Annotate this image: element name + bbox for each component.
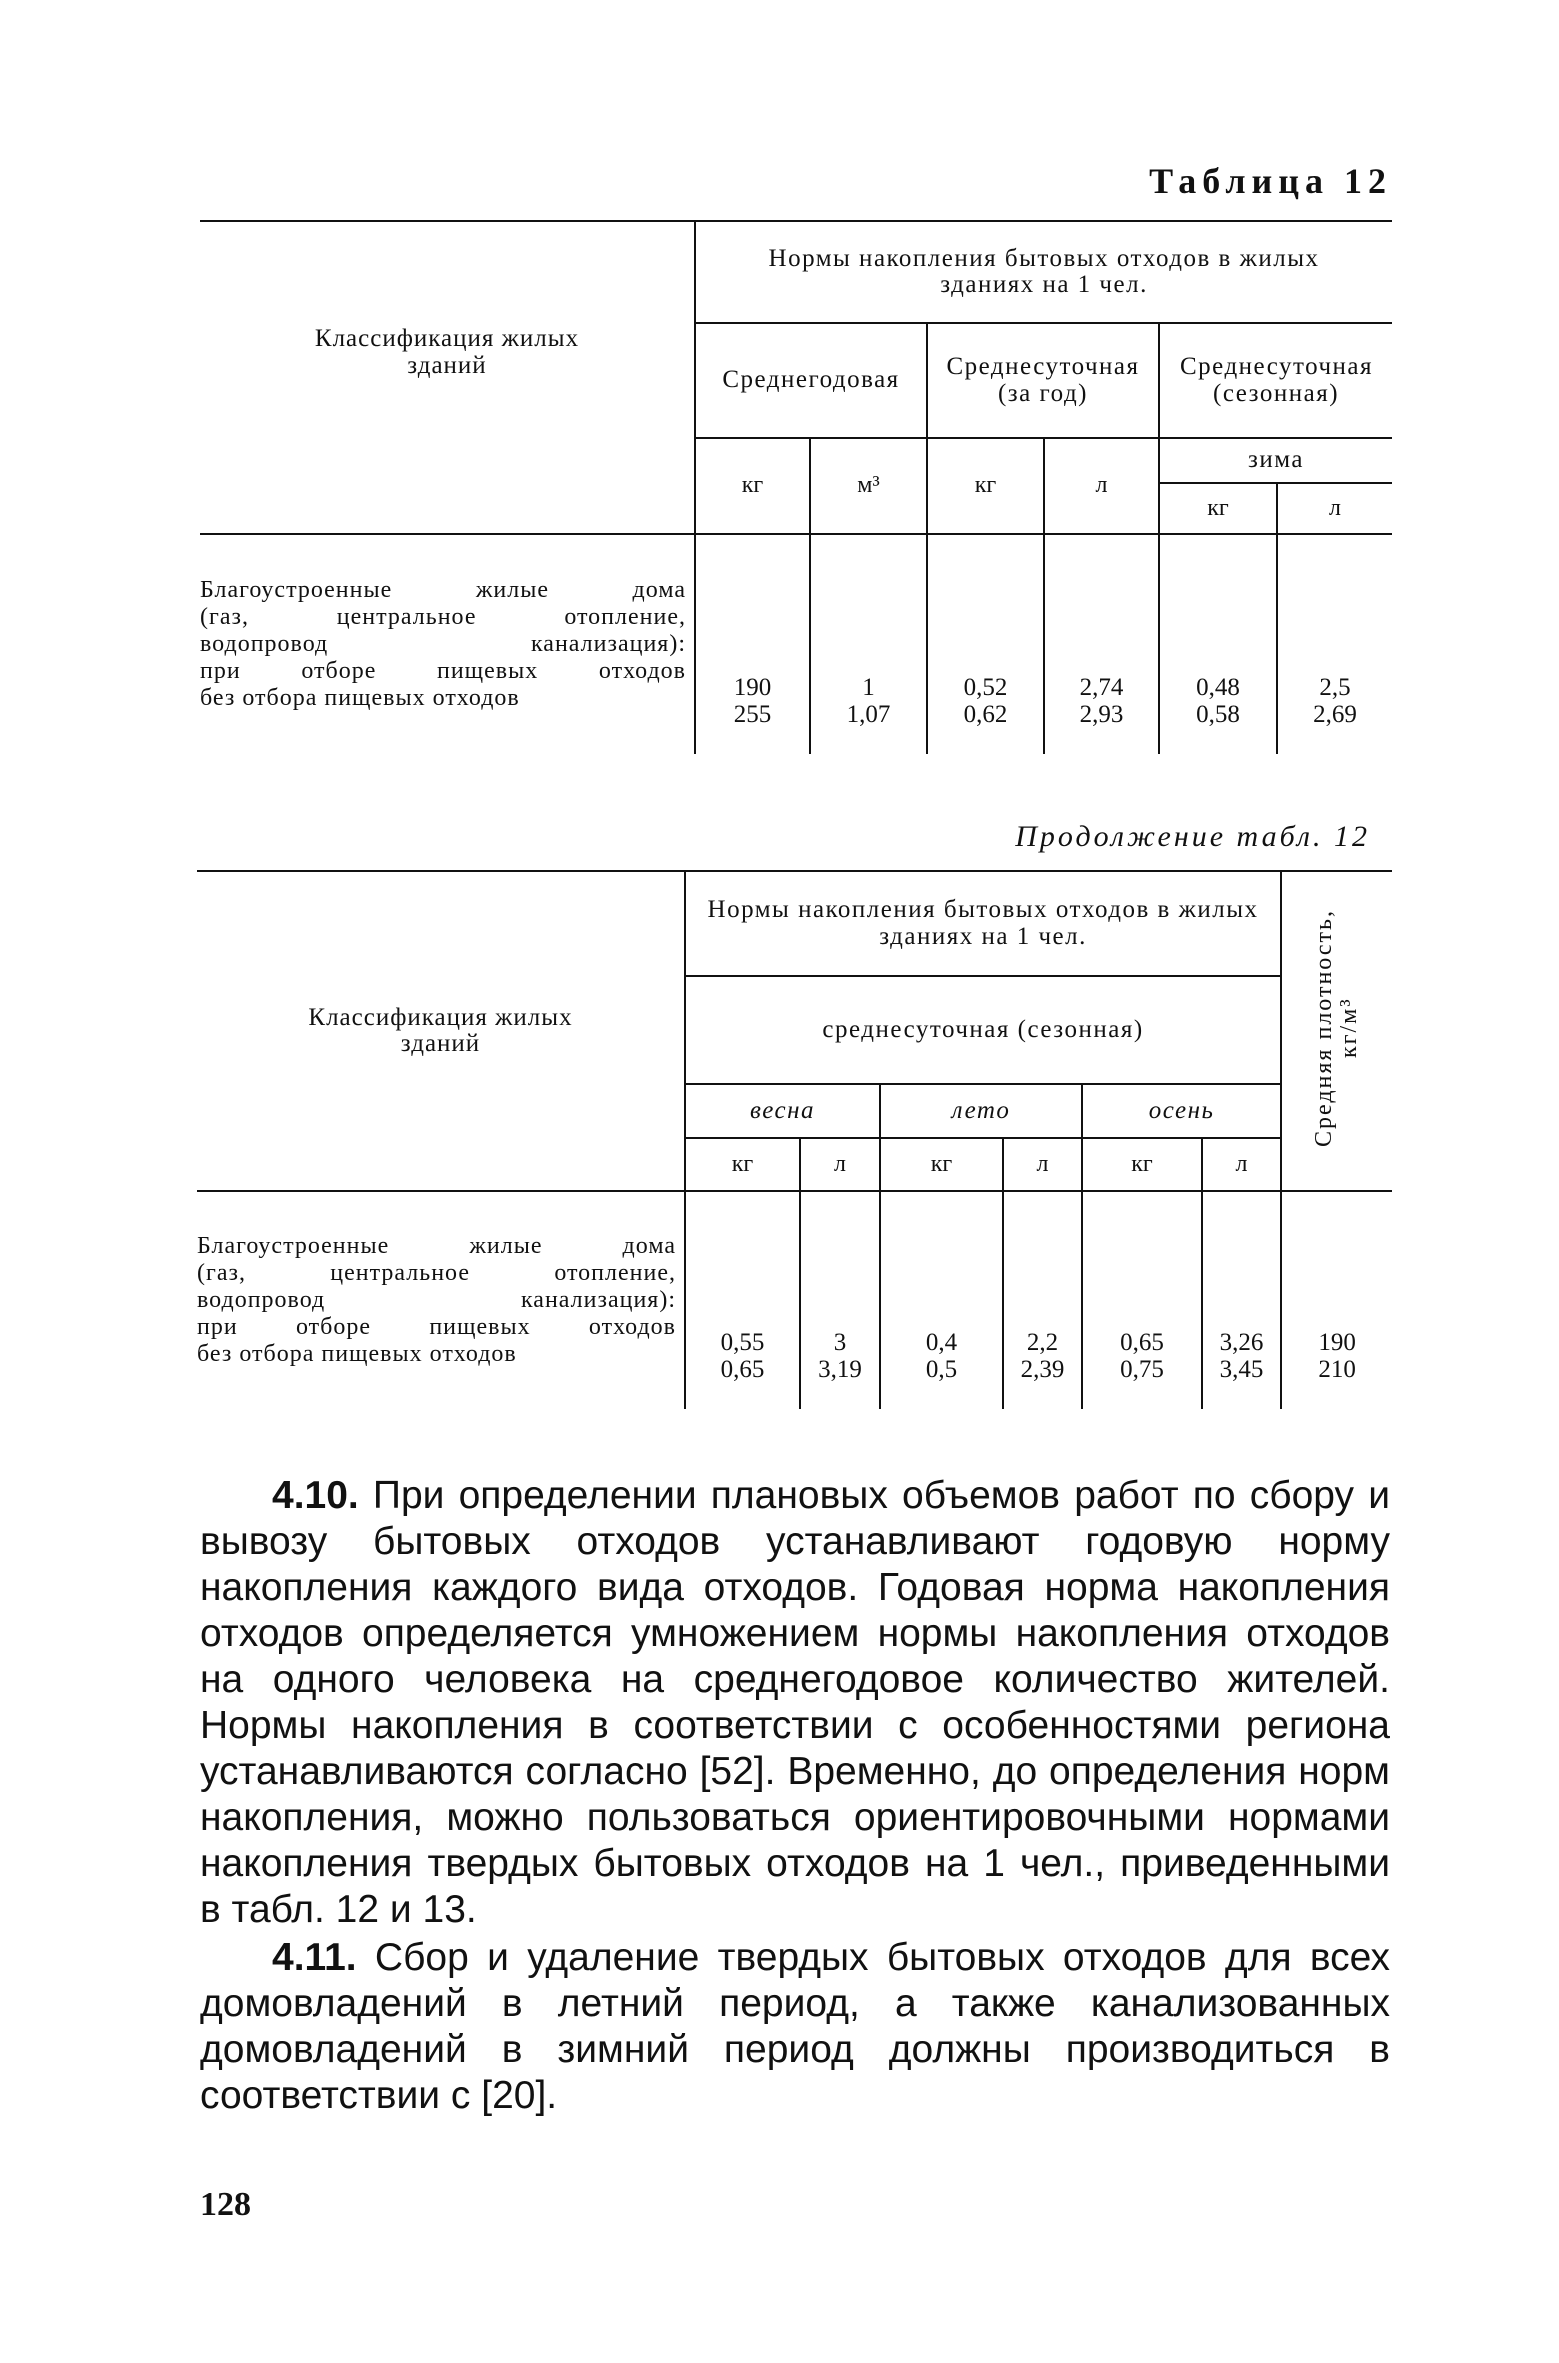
autumn-header: осень	[1082, 1084, 1281, 1138]
winter-header: зима	[1159, 438, 1392, 483]
row-description	[200, 534, 695, 754]
value-cell: 3 3,19	[800, 1191, 880, 1409]
table-caption: Таблица 12	[1149, 161, 1392, 201]
norms-header: Нормы накопления бытовых отходов в жилых зданиях на 1 чел.	[695, 221, 1392, 323]
value-cell: 2,74 2,93	[1044, 534, 1159, 754]
unit-l: л	[1003, 1138, 1082, 1191]
description-line: водопровод канализация):	[197, 1287, 676, 1313]
value-cell: 0,55 0,65	[685, 1191, 800, 1409]
description-line: (газ, центральное отопление,	[197, 1260, 676, 1286]
row-description	[197, 1191, 685, 1409]
unit-kg: кг	[927, 438, 1044, 534]
density-header	[1281, 871, 1392, 1191]
description-line: Благоустроенные жилые дома	[200, 577, 686, 603]
description-line: без отбора пищевых отходов	[197, 1341, 517, 1367]
paragraph-text: При определении плановых объемов работ по сбору и вывозу бытовых отходов устанавливают годовую норму накопления каждого вида отходов. Годовая норма накопления отходов определяется умножением нормы накопления отходов на одного человека на среднегодовое количество жителей. Нормы накопления в соответствии с особенностями региона устанавливаются согласно [52]. Временно, до определения норм накопления, можно пользоваться ориентировочными нормами накопления твердых бытовых отходов на 1 чел., приведенными в табл. 12 и 13.	[200, 1474, 1390, 1931]
description-line: при отборе пищевых отходов	[200, 658, 686, 684]
norms-header: Нормы накопления бытовых отходов в жилых зданиях на 1 чел.	[685, 871, 1281, 976]
description-line: (газ, центральное отопление,	[200, 604, 686, 630]
value-cell: 0,65 0,75	[1082, 1191, 1202, 1409]
page-number: 128	[200, 2186, 251, 2223]
avg-day-season-header: Среднесуточная (сезонная)	[1159, 323, 1392, 438]
unit-kg: кг	[1082, 1138, 1202, 1191]
value-cell: 3,26 3,45	[1202, 1191, 1281, 1409]
body-text	[200, 1473, 1390, 2121]
summer-header: лето	[880, 1084, 1082, 1138]
description-line: Благоустроенные жилые дома	[197, 1233, 676, 1259]
avg-year-header: Среднегодовая	[695, 323, 927, 438]
density-header-label: Средняя плотность, кг/м³	[1310, 908, 1363, 1147]
season-header: среднесуточная (сезонная)	[685, 976, 1281, 1084]
paragraph-number: 4.11.	[272, 1936, 357, 1979]
table-12	[200, 220, 1392, 754]
classification-header: Классификация жилых зданий	[308, 1003, 573, 1057]
value-cell: 190 255	[695, 534, 810, 754]
spring-header: весна	[685, 1084, 880, 1138]
unit-l: л	[1202, 1138, 1281, 1191]
unit-l: л	[1044, 438, 1159, 534]
description-line: без отбора пищевых отходов	[200, 685, 520, 711]
unit-kg: кг	[1159, 483, 1277, 534]
description-line: водопровод канализация):	[200, 631, 686, 657]
paragraph-number: 4.10.	[272, 1474, 359, 1517]
paragraph-4-10	[200, 1473, 1390, 1933]
value-cell: 0,52 0,62	[927, 534, 1044, 754]
value-cell: 0,48 0,58	[1159, 534, 1277, 754]
unit-m3: м³	[810, 438, 927, 534]
continuation-caption: Продолжение табл. 12	[1015, 820, 1370, 853]
unit-kg: кг	[880, 1138, 1003, 1191]
classification-header: Классификация жилых зданий	[314, 325, 580, 379]
unit-kg: кг	[695, 438, 810, 534]
value-cell: 190 210	[1281, 1191, 1392, 1409]
table-12-continuation	[197, 870, 1392, 1409]
unit-l: л	[800, 1138, 880, 1191]
value-cell: 2,2 2,39	[1003, 1191, 1082, 1409]
avg-day-year-header: Среднесуточная (за год)	[927, 323, 1159, 438]
value-cell: 1 1,07	[810, 534, 927, 754]
unit-kg: кг	[685, 1138, 800, 1191]
unit-l: л	[1277, 483, 1392, 534]
paragraph-4-11	[200, 1935, 1390, 2119]
description-line: при отборе пищевых отходов	[197, 1314, 676, 1340]
paragraph-text: Сбор и удаление твердых бытовых отходов для всех домовладений в летний период, а также канализованных домовладений в зимний период должны производиться в соответствии с [20].	[200, 1936, 1390, 2117]
value-cell: 2,5 2,69	[1277, 534, 1392, 754]
value-cell: 0,4 0,5	[880, 1191, 1003, 1409]
